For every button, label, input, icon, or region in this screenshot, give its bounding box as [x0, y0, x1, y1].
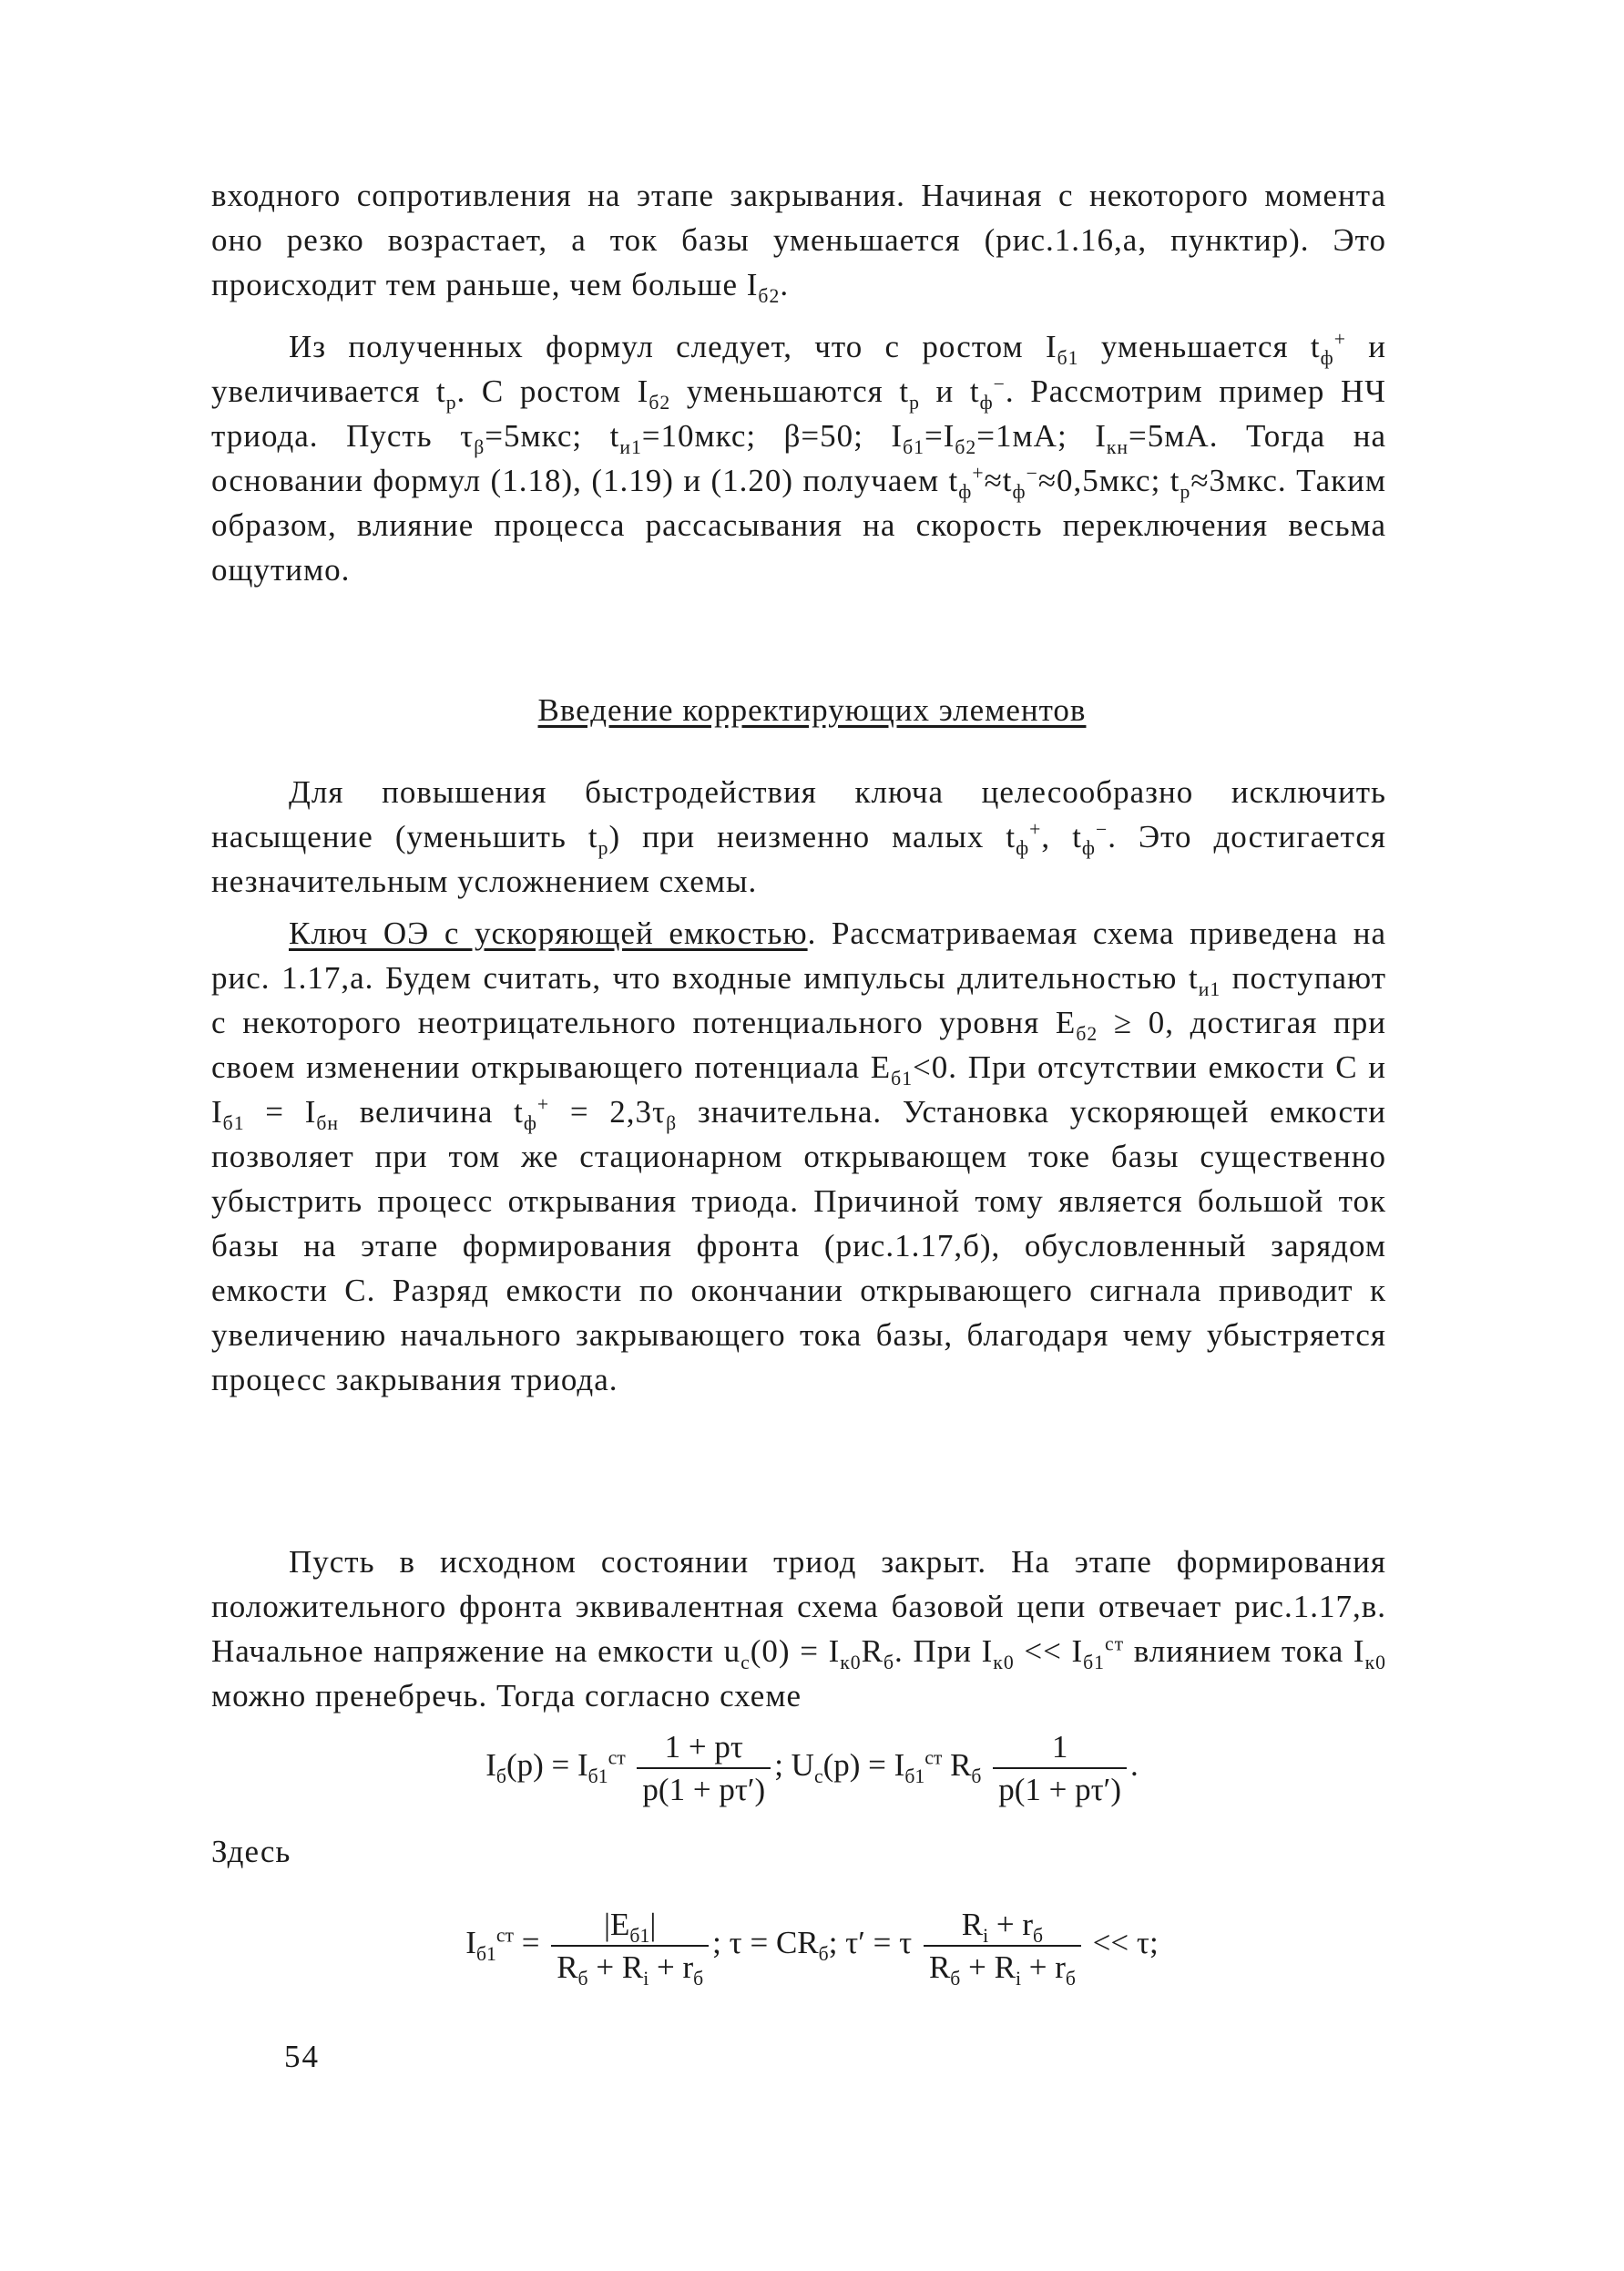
paragraph-2: Из полученных формул следует, что с ростом $I_{б1}$ уменьшается $t_ф^+$ и увеличивается $t_р$. С ростом $I_{б2}$ уменьшаются $t_р$ и $t_ф^-$. Рассмотрим пример НЧ триода. Пусть $\tau_\beta=5мкс$; $t_{и1}=10мкс$; β=50; $I_{б1}=I_{б2}=1мА$; $I_{кн}=5мА$. Тогда на основании формул (1.18), (1.19) и (1.20) получаем $t_ф^+\approx t_ф^-\approx 0,5мкс$; $t_р\approx 3мкс$. Таким образом, влияние процесса рассасывания на скорость переключения весьма ощутимо.	[211, 328, 1386, 588]
section-heading: Введение корректирующих элементов	[537, 692, 1087, 728]
paragraph-4: Ключ ОЭ с ускоряющей емкостью. Рассматриваемая схема приведена на рис. 1.17,а. Будем считать, что входные импульсы длительностью $t_{и1}$ поступают с некоторого неотрицательного потенциального уровня $E_{б2} \ge 0$, достигая при своем изменении открывающего потенциала $E_{б1}<0$. При отсутствии емкости C и $I_{б1} = I_{бн}$ величина $t_ф^+ = 2,3\tau_\beta$ значительна. Установка ускоряющей емкости позволяет при том же стационарном открывающем токе базы существенно убыстрить процесс открывания триода. Причиной тому является большой ток базы на этапе формирования фронта (рис.1.17,б), обусловленный зарядом емкости C. Разряд емкости по окончании открывающего сигнала приводит к увеличению начального закрывающего тока базы, благодаря чему убыстряется процесс закрывания триода.	[211, 916, 1387, 1397]
paragraph-1: входного сопротивления на этапе закрывания. Начиная с некоторого момента оно резко возрастает, а ток базы уменьшается (рис.1.16,а, пунктир). Это происходит тем раньше, чем больше $I_{б2}$.	[211, 178, 1386, 307]
paragraph-3: Для повышения быстродействия ключа целесообразно исключить насыщение (уменьшить $t_р$) при неизменно малых $t_ф^+$, $t_ф^-$. Это достигается незначительным усложнением схемы.	[211, 774, 1386, 899]
fraction: $\frac{1}{p(1 + p\tau')}$	[993, 1726, 1127, 1810]
formula-definitions: $I_{б1}^{ст}$ = $\frac{|E_{б1}|}{R_б + R_i + r_б}$ ; $\tau = CR_б$; τ′ = τ $\frac{R_i + r_б}{R_б + R_i + r_б}$ << τ;	[0, 1904, 1624, 1988]
paragraph-5: Пусть в исходном состоянии триод закрыт. На этапе формирования положительного фронта эквивалентная схема базовой цепи отвечает рис.1.17,в. Начальное напряжение на емкости $u_c(0) = I_{к0}R_б$. При $I_{к0} << I_{б1}^{ст}$ влиянием тока $I_{к0}$ можно пренебречь. Тогда согласно схеме	[211, 1544, 1386, 1713]
fraction: $\frac{|E_{б1}|}{R_б + R_i + r_б}$	[551, 1904, 709, 1988]
page-number: 54	[284, 2039, 320, 2074]
fraction: $\frac{R_i + r_б}{R_б + R_i + r_б}$	[924, 1904, 1081, 1988]
here-label: Здесь	[211, 1834, 291, 1869]
formula-base-current: $I_б(p) = I_{б1}^{ст}$ $\frac{1 + p\tau}{p(1 + p\tau')}$ ; $U_c(p) = I_{б1}^{ст}$ $R_б$ $\frac{1}{p(1 + p\tau')}$ .	[0, 1726, 1624, 1810]
fraction: $\frac{1 + p\tau}{p(1 + p\tau')}$	[637, 1726, 771, 1810]
inline-term-heading: Ключ ОЭ с ускоряющей емкостью	[289, 916, 808, 951]
